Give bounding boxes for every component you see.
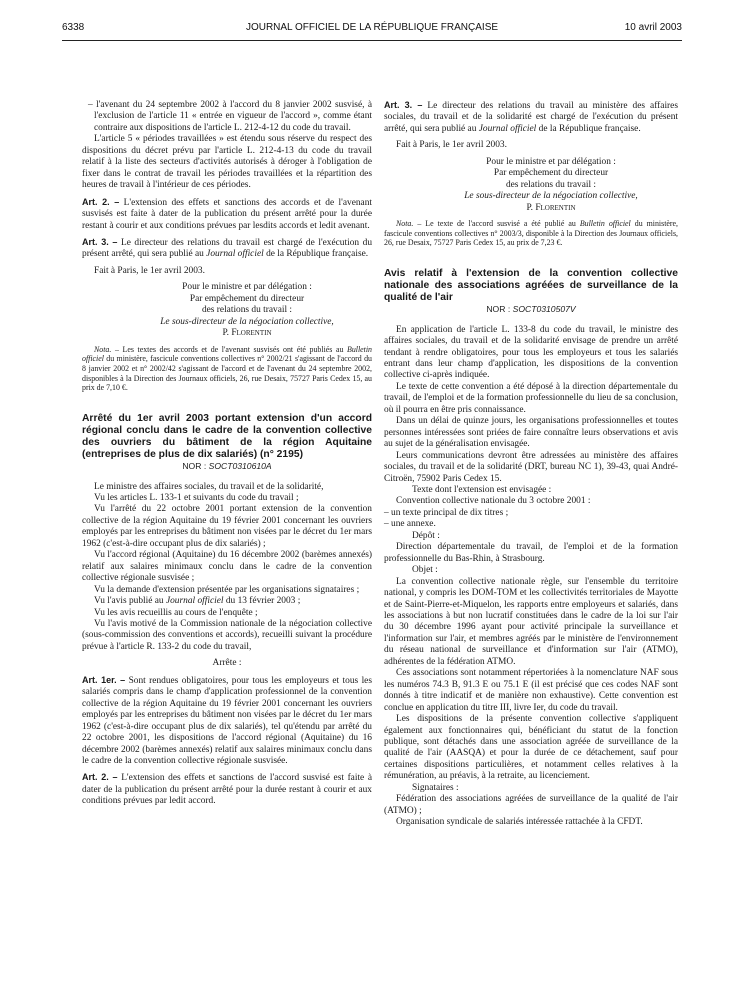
avis-paragraph: Le texte de cette convention a été déposé à la direction départementale du travail, de l'emploi et de la formation professionnelle du lieu de sa conclusion, où il pourra en être pris connaissance. — [384, 381, 678, 415]
signatory-name: P. Florentin — [222, 328, 272, 339]
avis-paragraph: Organisation syndicale de salariés intéressée rattachée à la CFDT. — [396, 817, 643, 828]
article5-paragraph: L'article 5 « périodes travaillées » est étendu sous réserve du respect des dispositions du décret prévu par l'article L. 212-4-13 du code du travail relatif à la liste des secteurs d'activités autorisés à déroger à l'obligation de fixer dans le contrat de travail les périodes travaillées et la répartition des heures de travail à l'intérieur de ces périodes. — [82, 134, 372, 191]
signatory-name: P. Florentin — [526, 202, 576, 213]
left-column — [82, 100, 372, 808]
minister-line: Le ministre des affaires sociales, du travail et de la solidarité, — [94, 481, 324, 492]
avis-subheading: Texte dont l'extension est envisagée : — [412, 484, 552, 495]
avis-paragraph: Leurs communications devront être adressées au ministère des affaires sociales, du travail et de la solidarité (DRT, bureau NC 1), 39-43, quai André-Citroën, 75902 Paris Cedex 15. — [384, 450, 678, 484]
avis-subheading: Signataires : — [412, 782, 459, 793]
article2b-paragraph: Art. 2. – L'extension des effets et sanctions de l'accord susvisé est faite à dater de la publication du présent arrêté pour la durée restant à courir et aux conditions prévues par ledit accord. — [82, 772, 372, 807]
list-item: – une annexe. — [384, 519, 436, 530]
article2-paragraph: Art. 2. – L'extension des effets et sanctions des accords et de l'avenant susvisés est faite à dater de la publication du présent arrêté pour la durée restant à courir et aux conditions prévues par lesdits accords et ledit avenant. — [82, 196, 372, 231]
signature-date: Fait à Paris, le 1er avril 2003. — [396, 140, 507, 151]
right-column — [384, 100, 678, 829]
article3-paragraph: Art. 3. – Le directeur des relations du travail est chargé de l'exécution du présent arrêté, qui sera publié au Journal officiel de la République française. — [82, 236, 373, 260]
visa: Vu les articles L. 133-1 et suivants du code du travail ; — [94, 493, 299, 504]
visa: Vu l'accord régional (Aquitaine) du 16 décembre 2002 (barèmes annexés) relatif aux salaires minimaux conclu dans le cadre de la convention collective régionale susvisée ; — [82, 550, 372, 584]
nota: Nota. – Les textes des accords et de l'avenant susvisés ont été publiés au Bulletin officiel du ministère, fascicule conventions collectives n° 2002/21 s'agissant de l'accord du 8 janvier 2002 et n° 2002/42 s'agissant de l'accord et de l'avenant du 24 septembre 2002, disponibles à la Direction des Journaux officiels, 26, rue Desaix, 75727 Paris Cedex 15, au prix de 7,10 €. — [82, 344, 372, 393]
article1-paragraph: Art. 1er. – Sont rendues obligatoires, pour tous les employeurs et tous les salariés compris dans le champ d'application professionnel de la convention collective de la région Aquitaine du 19 février 2001 concernant les ouvriers employés par les entreprises du bâtiment non visées par le décret du 1er mars 1962 (c'est-à-dire occupant plus de dix salariés), tel qu'étendu par arrêté du 22 octobre 2001, les dispositions de l'accord régional (Aquitaine) du 16 décembre 2002 (barèmes annexés) relatif aux salaires minimaux conclu dans le cadre de la convention collective régionale susvisée. — [82, 674, 372, 766]
nor-reference: NOR : SOCT0310610A — [182, 461, 272, 472]
avis-subheading: Dépôt : — [412, 530, 440, 541]
page-number: 6338 — [62, 22, 85, 33]
avis-paragraph: Dans un délai de quinze jours, les organisations professionnelles et toutes personnes intéressées sont priées de faire connaître leurs observations et avis au sujet de la généralisation envisagée. — [384, 416, 678, 450]
article-label: Art. 3. – — [384, 100, 423, 110]
nota: Nota. – Le texte de l'accord susvisé a été publié au Bulletin officiel du ministère, fascicule conventions collectives n° 2003/3, disponible à la Direction des Journaux officiels, 26, rue Desaix, 75727 Paris Cedex 15, au prix de 7,23 €. — [384, 219, 678, 248]
visa: Vu les avis recueillis au cours de l'enquête ; — [94, 607, 258, 618]
page-header — [62, 22, 682, 38]
avenant-paragraph: – l'avenant du 24 septembre 2002 à l'accord du 8 janvier 2002 susvisé, à l'exclusion de l'article 11 « entrée en vigueur de l'accord », comme étant contraire aux dispositions de l'article L. 212-4-12 du code du travail. — [88, 100, 372, 133]
avis-paragraph: La convention collective nationale règle, sur l'ensemble du territoire national, y compris les DOM-TOM et les collectivités territoriales de Mayotte et de Saint-Pierre-et-Miquelon, les rapports entre employeurs et salariés, dans les associations à but non lucratif constituées dans le cadre de la loi sur l'air du 30 décembre 1996 ayant pour activité principale la surveillance et l'information sur l'air, et membres agréés par le ministère de l'environnement du réseau national de surveillance et d'information sur l'air (ATMO), adhérentes de la fédération ATMO. — [384, 576, 678, 667]
visa: Vu l'avis publié au Journal officiel du 13 février 2003 ; — [94, 596, 301, 607]
avis-subheading: Objet : — [412, 565, 438, 576]
list-item: – un texte principal de dix titres ; — [384, 507, 509, 518]
journal-title: JOURNAL OFFICIEL DE LA RÉPUBLIQUE FRANÇAISE — [245, 22, 499, 33]
visa: Vu l'avis motivé de la Commission nationale de la négociation collective (sous-commission des conventions et accords), recueilli suivant la procédure prévue à l'article R. 133-2 du code du travail, — [82, 619, 372, 652]
visa: Vu l'arrêté du 22 octobre 2001 portant extension de la convention collective de la région Aquitaine du 19 février 2001 concernant les ouvriers employés par les entreprises du bâtiment non visées par le décret du 1er mars 1962 (c'est-à-dire occupant plus de dix salariés) ; — [82, 504, 372, 549]
article-label: Art. 1er. – — [82, 674, 126, 685]
article-label: Art. 2. – — [82, 772, 118, 783]
signature-block: Pour le ministre et par délégation : Par empêchement du directeur des relations du travail : Le sous-directeur de la négociation collective, P. Florentin — [384, 157, 678, 214]
issue-date: 10 avril 2003 — [624, 22, 682, 33]
avis-paragraph: Direction départementale du travail, de l'emploi et de la formation professionnelle du Bas-Rhin, à Strasbourg. — [384, 542, 678, 564]
avis-paragraph: Convention collective nationale du 3 octobre 2001 : — [396, 496, 591, 507]
signature-block: Pour le ministre et par délégation : Par empêchement du directeur des relations du travail : Le sous-directeur de la négociation collective, P. Florentin — [82, 282, 372, 339]
signature-date: Fait à Paris, le 1er avril 2003. — [94, 265, 205, 276]
avis-title: Avis relatif à l'extension de la convention collective nationale des associations agréées de surveillance de la qualité de l'air — [384, 268, 678, 304]
avis-paragraph: Ces associations sont notamment répertoriées à la nomenclature NAF sous les numéros 74.3 B, 91.3 E ou 75.1 E (il est précisé que ces codes NAF sont donnés à titre indicatif et de manière non exhaustive). Cette convention est conclue en application du titre III, livre Ier, du code du travail. — [384, 668, 678, 713]
header-rule — [62, 40, 682, 41]
visa: Vu la demande d'extension présentée par les organisations signataires ; — [94, 584, 360, 595]
arrete-title: Arrêté du 1er avril 2003 portant extension d'un accord régional conclu dans le cadre de la convention collective des ouvriers du bâtiment de la région Aquitaine (entreprises de plus de dix salariés) (n° 2195) — [82, 413, 372, 461]
avis-paragraph: Les dispositions de la présente convention collective s'appliquent également aux fonctionnaires qui, bénéficiant du statut de la fonction publique, sont détachés dans une association agréée de surveillance de la qualité de l'air (AASQA) et pour la durée de ce détachement, sauf pour certaines dispositions particulières, et notamment celles relatives à la rémunération, au préavis, à la retraite, au licenciement. — [384, 714, 678, 782]
article3-paragraph: Art. 3. – Le directeur des relations du travail au ministère des affaires sociales, du travail et de la solidarité est chargé de l'exécution du présent arrêté, qui sera publié au Journal officiel de la République française. — [384, 100, 678, 134]
article-label: Art. 2. – — [82, 196, 120, 207]
avis-paragraph: En application de l'article L. 133-8 du code du travail, le ministre des affaires sociales, du travail et de la solidarité envisage de prendre un arrêté tendant à rendre obligatoires, pour tous les employeurs et tous les salariés entrant dans leur champ d'application, les dispositions de la convention collective ci-après indiquée. — [384, 324, 678, 381]
article-label: Art. 3. – — [82, 236, 118, 247]
avis-paragraph: Fédération des associations agréées de surveillance de la qualité de l'air (ATMO) ; — [384, 794, 678, 816]
nor-reference: NOR : SOCT0310507V — [486, 304, 576, 315]
arrete-heading: Arrête : — [212, 658, 242, 669]
